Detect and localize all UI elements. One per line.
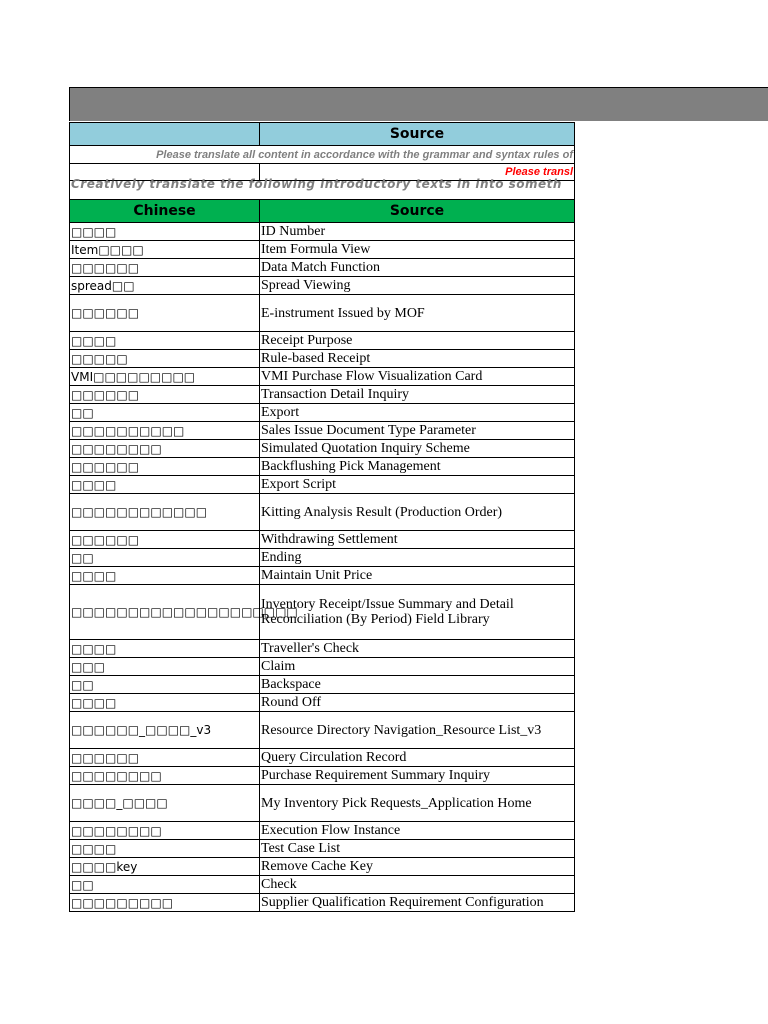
table-row: [70, 658, 575, 676]
chinese-cell[interactable]: □□□□□□: [70, 386, 260, 404]
table-row: [70, 676, 575, 694]
table-row: [70, 531, 575, 549]
table-row: [70, 494, 575, 531]
table-row: [70, 404, 575, 422]
chinese-cell[interactable]: □□: [70, 549, 260, 567]
chinese-cell[interactable]: □□□□□□: [70, 295, 260, 332]
table-row: [70, 368, 575, 386]
translation-sheet: [69, 122, 575, 912]
chinese-cell[interactable]: □□□□□□: [70, 458, 260, 476]
table-row: [70, 223, 575, 241]
source-cell[interactable]: Maintain Unit Price: [260, 567, 575, 585]
source-cell[interactable]: Round Off: [260, 694, 575, 712]
source-cell[interactable]: Execution Flow Instance: [260, 822, 575, 840]
table-row: [70, 767, 575, 785]
source-cell[interactable]: Simulated Quotation Inquiry Scheme: [260, 440, 575, 458]
table-row: [70, 350, 575, 368]
column-header-chinese[interactable]: Chinese: [70, 200, 260, 223]
note-grammar-cell[interactable]: [70, 146, 575, 164]
chinese-cell[interactable]: □□□□□□□□□□□□□□□□□□□□: [70, 585, 260, 640]
chinese-cell[interactable]: □□□□_□□□□: [70, 785, 260, 822]
header-blue-cell-empty[interactable]: [70, 123, 260, 146]
chinese-cell[interactable]: □□□□□□: [70, 531, 260, 549]
note-grammar-text: Please translate all content in accordance with the grammar and syntax rules of: [156, 148, 573, 161]
table-row: [70, 894, 575, 912]
source-cell[interactable]: Traveller's Check: [260, 640, 575, 658]
table-row: [70, 840, 575, 858]
note-row-creative: [70, 181, 575, 200]
title-banner: [69, 87, 768, 121]
source-cell[interactable]: Remove Cache Key: [260, 858, 575, 876]
note-creative-text: Creatively translate the following introductory texts in into someth: [71, 177, 562, 191]
table-row: [70, 259, 575, 277]
chinese-cell[interactable]: □□□□: [70, 567, 260, 585]
chinese-cell[interactable]: □□□□□□□□□□: [70, 422, 260, 440]
chinese-cell[interactable]: □□□□□□: [70, 749, 260, 767]
source-cell[interactable]: Resource Directory Navigation_Resource List_v3: [260, 712, 575, 749]
table-row: [70, 585, 575, 640]
table-row: [70, 694, 575, 712]
source-cell[interactable]: Data Match Function: [260, 259, 575, 277]
note-red-text[interactable]: Please transl: [260, 164, 575, 181]
source-cell[interactable]: Test Case List: [260, 840, 575, 858]
header-row-blue: [70, 123, 575, 146]
note-creative-cell[interactable]: [70, 177, 575, 200]
table-row: [70, 749, 575, 767]
chinese-cell[interactable]: □□□□: [70, 332, 260, 350]
source-cell[interactable]: Kitting Analysis Result (Production Order): [260, 494, 575, 531]
chinese-cell[interactable]: □□□□□□□□: [70, 822, 260, 840]
chinese-cell[interactable]: □□□□: [70, 476, 260, 494]
source-cell[interactable]: VMI Purchase Flow Visualization Card: [260, 368, 575, 386]
chinese-cell[interactable]: □□□□□□□□□: [70, 894, 260, 912]
source-cell[interactable]: Rule-based Receipt: [260, 350, 575, 368]
note-row-grammar: [70, 146, 575, 164]
chinese-cell[interactable]: □□□□: [70, 640, 260, 658]
table-row: [70, 640, 575, 658]
chinese-cell[interactable]: □□□□: [70, 840, 260, 858]
table-row: [70, 822, 575, 840]
source-cell[interactable]: Receipt Purpose: [260, 332, 575, 350]
chinese-cell[interactable]: □□□□: [70, 694, 260, 712]
chinese-cell[interactable]: □□□□□□□□: [70, 440, 260, 458]
table-row: [70, 277, 575, 295]
table-row: [70, 386, 575, 404]
source-cell[interactable]: Withdrawing Settlement: [260, 531, 575, 549]
source-cell[interactable]: My Inventory Pick Requests_Application Home: [260, 785, 575, 822]
table-row: [70, 858, 575, 876]
source-cell[interactable]: Item Formula View: [260, 241, 575, 259]
chinese-cell[interactable]: spread□□: [70, 277, 260, 295]
chinese-cell[interactable]: □□□□□□: [70, 259, 260, 277]
chinese-cell[interactable]: VMI□□□□□□□□□: [70, 368, 260, 386]
table-row: [70, 785, 575, 822]
source-cell[interactable]: Supplier Qualification Requirement Configuration: [260, 894, 575, 912]
table-row: [70, 712, 575, 749]
chinese-cell[interactable]: □□□□□□□□: [70, 767, 260, 785]
source-cell[interactable]: Inventory Receipt/Issue Summary and Detail Reconciliation (By Period) Field Library: [260, 585, 575, 640]
source-cell[interactable]: Backspace: [260, 676, 575, 694]
chinese-cell[interactable]: □□: [70, 404, 260, 422]
source-cell[interactable]: Ending: [260, 549, 575, 567]
chinese-cell[interactable]: Item□□□□: [70, 241, 260, 259]
column-header-source[interactable]: Source: [260, 200, 575, 223]
source-cell[interactable]: Backflushing Pick Management: [260, 458, 575, 476]
chinese-cell[interactable]: □□: [70, 876, 260, 894]
source-cell[interactable]: Spread Viewing: [260, 277, 575, 295]
source-cell[interactable]: Export: [260, 404, 575, 422]
table-row: [70, 458, 575, 476]
chinese-cell[interactable]: □□: [70, 676, 260, 694]
chinese-cell[interactable]: □□□□□□_□□□□_v3: [70, 712, 260, 749]
source-cell[interactable]: Claim: [260, 658, 575, 676]
column-header-row: [70, 200, 575, 223]
source-cell[interactable]: Check: [260, 876, 575, 894]
table-row: [70, 422, 575, 440]
source-cell[interactable]: Sales Issue Document Type Parameter: [260, 422, 575, 440]
source-cell[interactable]: Query Circulation Record: [260, 749, 575, 767]
source-cell[interactable]: ID Number: [260, 223, 575, 241]
table-row: [70, 440, 575, 458]
table-row: [70, 295, 575, 332]
chinese-cell[interactable]: □□□: [70, 658, 260, 676]
source-cell[interactable]: Purchase Requirement Summary Inquiry: [260, 767, 575, 785]
chinese-cell[interactable]: □□□□□: [70, 350, 260, 368]
table-row: [70, 549, 575, 567]
table-row: [70, 476, 575, 494]
source-cell[interactable]: E-instrument Issued by MOF: [260, 295, 575, 332]
chinese-cell[interactable]: □□□□key: [70, 858, 260, 876]
table-row: [70, 332, 575, 350]
table-row: [70, 876, 575, 894]
table-row: [70, 567, 575, 585]
table-row: [70, 241, 575, 259]
chinese-cell[interactable]: □□□□□□□□□□□□: [70, 494, 260, 531]
source-cell[interactable]: Transaction Detail Inquiry: [260, 386, 575, 404]
header-source-label[interactable]: Source: [260, 123, 575, 146]
chinese-cell[interactable]: □□□□: [70, 223, 260, 241]
source-cell[interactable]: Export Script: [260, 476, 575, 494]
